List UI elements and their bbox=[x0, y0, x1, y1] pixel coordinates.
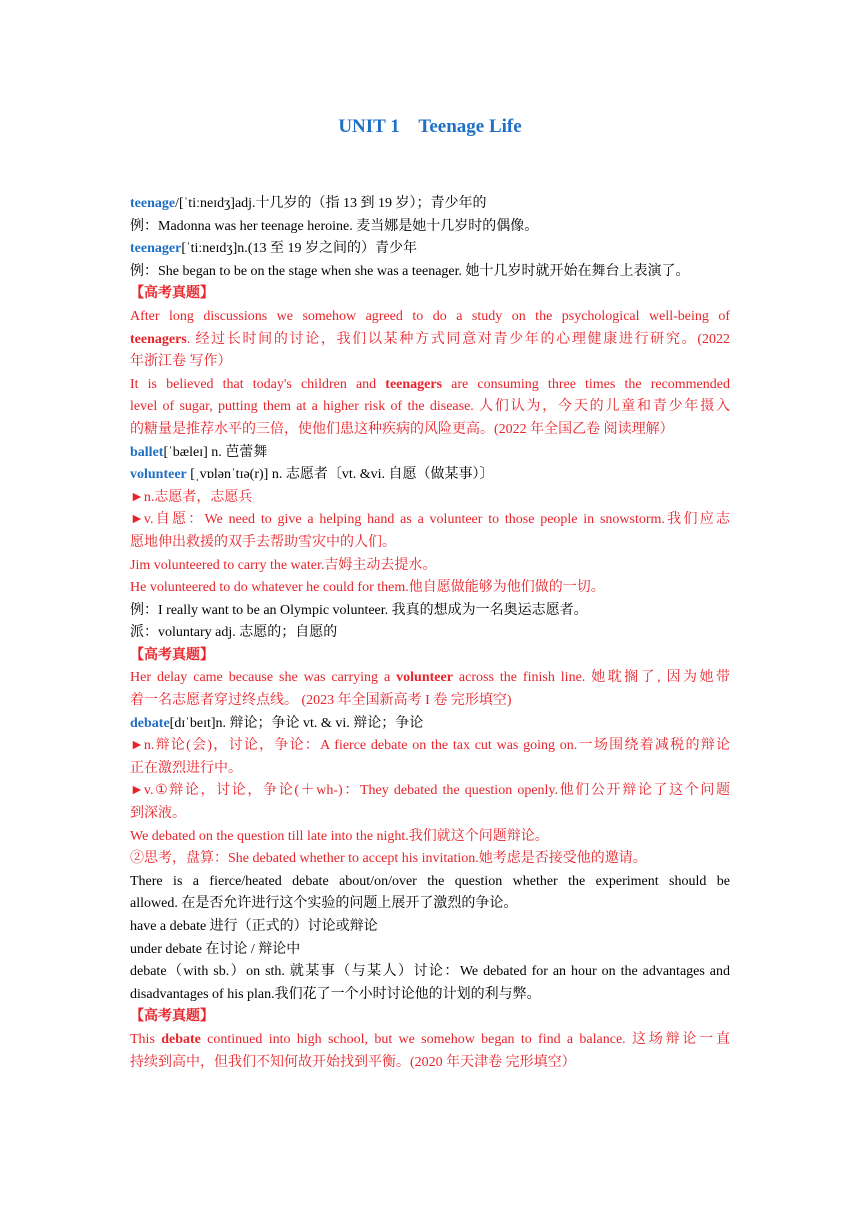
text-line bbox=[130, 442, 730, 465]
text-line bbox=[130, 871, 730, 894]
text-line bbox=[130, 306, 730, 329]
text-line bbox=[130, 600, 730, 623]
text-span: under debate 在讨论 / 辩论中 bbox=[130, 941, 301, 957]
text-span: . 经过长时间的讨论，我们以某种方式同意对青少年的心理健康进行研究。(2022 bbox=[186, 331, 730, 347]
text-span: 正在激烈进行中。 bbox=[130, 760, 242, 776]
text-span: teenagers bbox=[130, 331, 187, 347]
text-span: ►v.①辩论，讨论，争论(＋wh-)：They debated the question openly.他们公开辩论了这个问题 bbox=[130, 783, 730, 799]
text-line bbox=[130, 329, 730, 352]
text-span: 愿地伸出救援的双手去帮助雪灾中的人们。 bbox=[130, 534, 396, 550]
text-span: [ˈbæleɪ] n. 芭蕾舞 bbox=[163, 444, 268, 460]
text-line bbox=[130, 1052, 730, 1075]
unit-title: UNIT 1 Teenage Life bbox=[338, 116, 522, 137]
text-line bbox=[130, 261, 730, 284]
text-span: 持续到高中，但我们不知何故开始找到平衡。(2020 年天津卷 完形填空） bbox=[130, 1054, 576, 1070]
text-span: There is a fierce/heated debate about/on/over the question whether the experiment should be bbox=[130, 873, 730, 889]
text-line bbox=[130, 758, 730, 781]
text-span: ►n.辩论(会)，讨论，争论：A fierce debate on the tax cut was going on.一场围绕着减税的辩论 bbox=[130, 738, 730, 754]
text-line bbox=[130, 1029, 730, 1052]
text-span: [ˈtiːneɪdʒ]n.(13 至 19 岁之间的）青少年 bbox=[181, 241, 417, 257]
text-span: 例：Madonna was her teenage heroine. 麦当娜是她十几岁时的偶像。 bbox=[130, 218, 539, 234]
text-span: [ˌvɒlənˈtɪə(r)] n. 志愿者〔vt. &vi. 自愿（做某事）〕 bbox=[186, 467, 494, 483]
text-line bbox=[130, 939, 730, 962]
text-span: have a debate 进行（正式的）讨论或辩论 bbox=[130, 919, 378, 934]
text-span: 到深液。 bbox=[130, 806, 186, 822]
text-span: Jim volunteered to carry the water.吉姆主动去提水。 bbox=[130, 557, 437, 573]
text-span: ②思考，盘算：She debated whether to accept his invitation.她考虑是否接受他的邀请。 bbox=[130, 851, 647, 867]
headword: teenager bbox=[130, 241, 182, 257]
text-line bbox=[130, 780, 730, 803]
text-span: /[ˈtiːneɪdʒ]adj.十几岁的（指 13 到 19 岁）；青少年的 bbox=[175, 196, 487, 211]
text-span: across the finish line. 她耽搁了, 因为她带 bbox=[452, 670, 730, 686]
text-line bbox=[130, 351, 730, 374]
text-span: debate bbox=[161, 1031, 201, 1047]
text-line bbox=[130, 216, 730, 239]
text-line bbox=[130, 487, 730, 510]
text-span: 着一名志愿者穿过终点线。 (2023 年全国新高考 I 卷 完形填空) bbox=[130, 693, 512, 709]
text-span: Her delay came because she was carrying a bbox=[130, 670, 397, 686]
headword: teenage bbox=[130, 196, 176, 211]
text-span: 的糖量是推荐水平的三倍，使他们患这种疾病的风险更高。(2022 年全国乙卷 阅读理解） bbox=[130, 421, 674, 437]
text-span: 年浙江卷 写作） bbox=[130, 354, 232, 370]
exam-tag: 【高考真题】 bbox=[130, 647, 214, 663]
text-line bbox=[130, 916, 730, 939]
text-line bbox=[130, 713, 730, 736]
text-line bbox=[130, 464, 730, 487]
text-span: [dɪˈbeɪt]n. 辩论；争论 vt. & vi. 辩论；争论 bbox=[169, 715, 424, 731]
text-span: volunteer bbox=[396, 670, 453, 686]
text-line bbox=[130, 1006, 730, 1029]
text-span: ►v.自愿：We need to give a helping hand as a volunteer to those people in snowstorm.我们应志 bbox=[130, 512, 730, 528]
text-span: 例：I really want to be an Olympic volunteer. 我真的想成为一名奥运志愿者。 bbox=[130, 602, 588, 618]
text-span: 派：voluntary adj. 志愿的；自愿的 bbox=[130, 625, 338, 641]
text-span: debate（with sb.）on sth. 就某事（与某人）讨论：We debated for an hour on the advantages and bbox=[130, 964, 730, 980]
text-line bbox=[130, 396, 730, 419]
text-span: level of sugar, putting them at a higher risk of the disease. 人们认为，今天的儿童和青少年摄入 bbox=[130, 399, 730, 415]
text-span: allowed. 在是否允许进行这个实验的问题上展开了激烈的争论。 bbox=[130, 896, 518, 912]
text-line bbox=[130, 622, 730, 645]
document-body bbox=[130, 193, 730, 1074]
text-line bbox=[130, 238, 730, 261]
text-line bbox=[130, 532, 730, 555]
text-span: teenagers bbox=[385, 376, 443, 392]
text-span: After long discussions we somehow agreed to do a study on the psychological well-being of bbox=[130, 308, 730, 324]
text-line bbox=[130, 984, 730, 1007]
exam-tag: 【高考真题】 bbox=[130, 1009, 214, 1025]
text-span: continued into high school, but we somehow began to find a balance. 这场辩论一直 bbox=[200, 1031, 730, 1047]
text-line bbox=[130, 735, 730, 758]
text-span: It is believed that today's children and bbox=[130, 376, 386, 392]
text-line bbox=[130, 961, 730, 984]
text-line bbox=[130, 826, 730, 849]
text-line bbox=[130, 893, 730, 916]
text-line bbox=[130, 577, 730, 600]
text-span: 例：She began to be on the stage when she was a teenager. 她十几岁时就开始在舞台上表演了。 bbox=[130, 263, 690, 279]
text-line bbox=[130, 374, 730, 397]
text-span: ►n.志愿者，志愿兵 bbox=[130, 489, 253, 505]
text-line bbox=[130, 667, 730, 690]
text-line bbox=[130, 645, 730, 668]
text-span: We debated on the question till late into the night.我们就这个问题辩论。 bbox=[130, 828, 549, 844]
text-line bbox=[130, 283, 730, 306]
text-span: He volunteered to do whatever he could for them.他自愿做能够为他们做的一切。 bbox=[130, 580, 605, 596]
text-line bbox=[130, 690, 730, 713]
text-line bbox=[130, 555, 730, 578]
text-span: This bbox=[130, 1031, 162, 1047]
text-line bbox=[130, 419, 730, 442]
text-line bbox=[130, 803, 730, 826]
text-span: disadvantages of his plan.我们花了一个小时讨论他的计划的利与弊。 bbox=[130, 986, 541, 1002]
headword: ballet bbox=[130, 444, 164, 460]
headword: debate bbox=[130, 715, 170, 731]
text-line bbox=[130, 848, 730, 871]
text-span: are consuming three times the recommended bbox=[442, 376, 730, 392]
text-line bbox=[130, 509, 730, 532]
exam-tag: 【高考真题】 bbox=[130, 286, 214, 302]
headword: volunteer bbox=[130, 467, 187, 483]
text-line bbox=[130, 193, 730, 216]
